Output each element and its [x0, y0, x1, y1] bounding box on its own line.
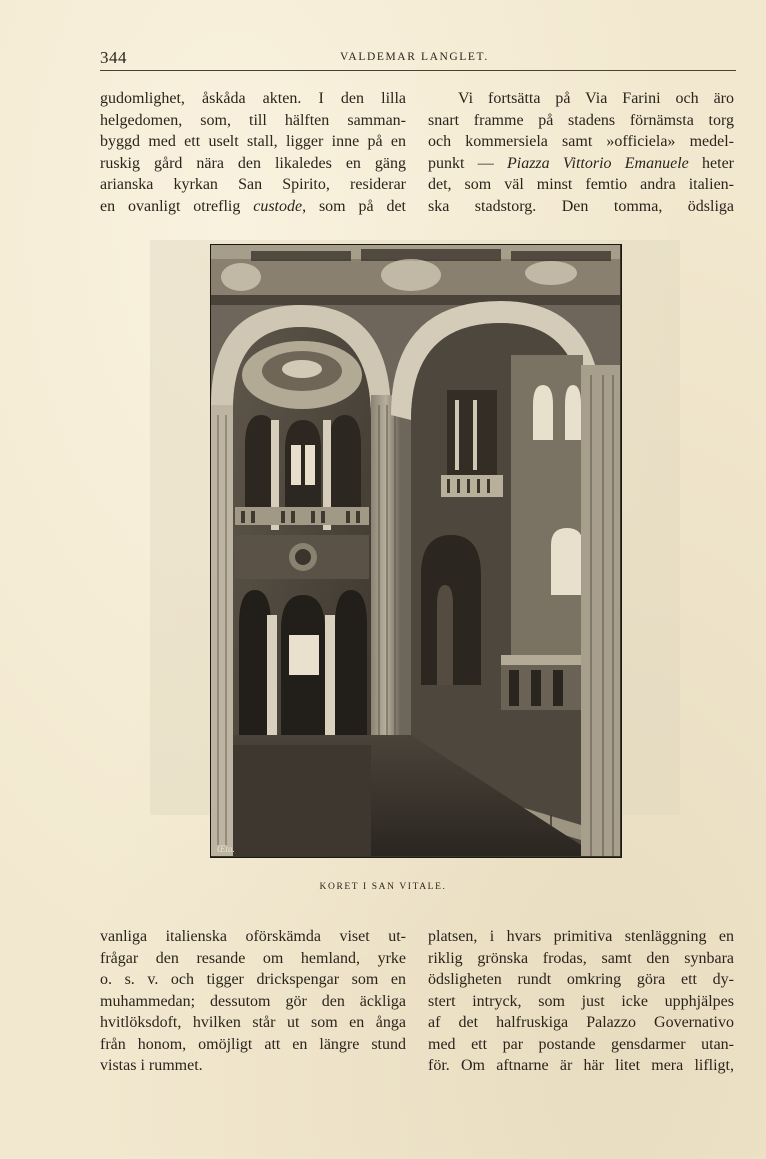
- text-line: af det halfruskiga Palazzo Governativo: [428, 1014, 734, 1031]
- text-line: ska stadstorg. Den tomma, ödsliga: [428, 197, 734, 215]
- text-line: med ett par postande gensdarmer utan-: [428, 1035, 734, 1053]
- text-line: hvitlöksdoft, hvilken står ut som en ånga: [100, 1014, 406, 1031]
- bottom-left-column: [100, 926, 406, 1077]
- running-title: VALDEMAR LANGLET.: [340, 51, 489, 63]
- text-line: platsen, i hvars primitiva stenläggning en: [428, 928, 734, 945]
- text-span: en ovanligt otreflig: [100, 197, 241, 215]
- italic-word: custode: [253, 197, 303, 215]
- top-left-column: [100, 88, 406, 217]
- text-line: o. s. v. och tigger drickspengar som en: [100, 971, 406, 988]
- text-line-mixed: [100, 196, 406, 218]
- text-line: ödsligheten rundt omkring göra ett dy-: [428, 971, 734, 988]
- text-line: arianska kyrkan San Spirito, residerar: [100, 176, 406, 193]
- text-line: och kommersiela samt »officiela» medel-: [428, 133, 734, 150]
- text-line: byggd med ett uselt stall, ligger inne på en: [100, 133, 406, 150]
- illustration-san-vitale-choir: [210, 244, 622, 858]
- text-line-mixed: [428, 153, 734, 175]
- running-head: [100, 48, 736, 70]
- text-line: det, som väl minst femtio andra italien-: [428, 176, 734, 193]
- text-span: , som på det: [302, 197, 406, 215]
- header-rule: [100, 70, 736, 71]
- text-line: stert intryck, som just icke upphjälpes: [428, 992, 734, 1010]
- text-line: Vi fortsätta på Via Farini och äro: [458, 90, 734, 107]
- text-line: riklig grönska frodas, samt den synbara: [428, 949, 734, 967]
- text-line: för. Om aftnarne är här litet mera lifligt,: [428, 1057, 734, 1074]
- bottom-right-column: [428, 926, 734, 1077]
- text-line: snart framme på stadens förnämsta torg: [428, 111, 734, 129]
- text-line: helgedomen, som, till hälften samman-: [100, 111, 406, 129]
- text-line: vanliga italienska oförskämda viset ut-: [100, 928, 406, 945]
- text-span: heter: [702, 154, 735, 172]
- figure-caption: KORET I SAN VITALE.: [319, 882, 447, 892]
- text-line: gudomlighet, åskåda akten. I den lilla: [100, 90, 406, 107]
- text-line: från honom, omöjligt att en längre stund: [100, 1035, 406, 1053]
- top-right-column: [428, 88, 734, 217]
- illustration-drawing: [211, 245, 620, 856]
- page-number: 344: [100, 48, 127, 67]
- artist-signature: Œta.: [217, 844, 235, 854]
- text-line: vistas i rummet.: [100, 1057, 203, 1074]
- text-span: punkt —: [428, 154, 494, 172]
- italic-place-name: Piazza Vittorio Emanuele: [506, 154, 689, 172]
- text-line: muhammedan; dessutom gör den äckliga: [100, 992, 406, 1010]
- text-line: ruskig gård nära den likaledes en gäng: [100, 154, 406, 172]
- text-line: frågar den resande om hemland, yrke: [100, 949, 406, 967]
